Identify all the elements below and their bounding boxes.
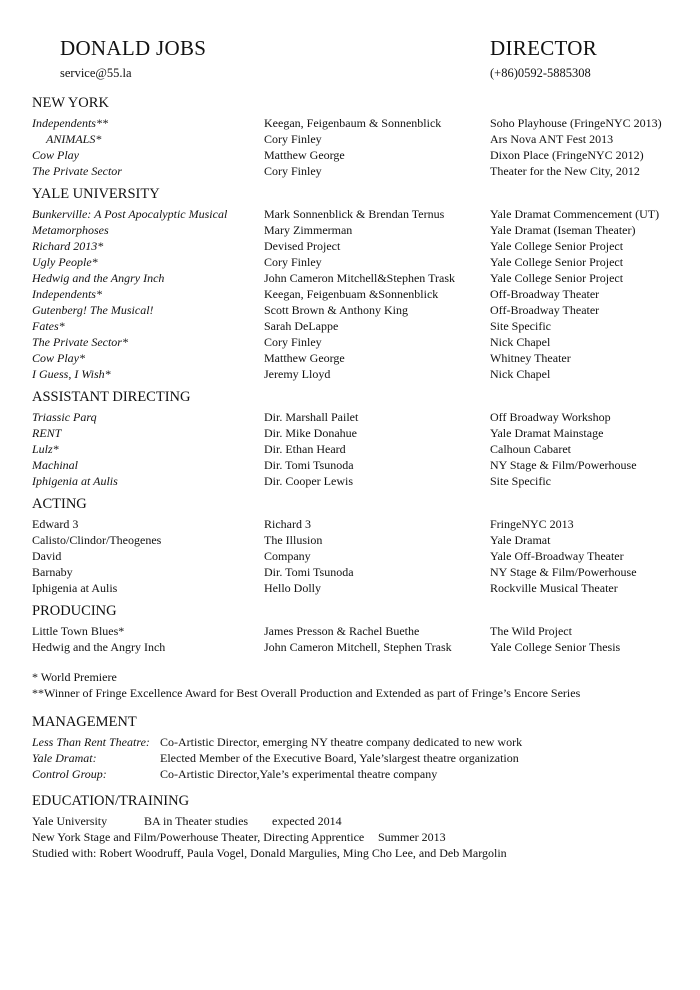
section-title-assistant-directing: ASSISTANT DIRECTING: [32, 389, 191, 405]
credit-sections: [32, 94, 682, 655]
credit-row: [32, 457, 682, 473]
credit-row: [32, 115, 682, 131]
credit-title: Triassic Parq: [32, 410, 97, 424]
section-title-education: EDUCATION/TRAINING: [32, 793, 190, 809]
credit-author: Keegan, Feigenbaum & Sonnenblick: [264, 116, 442, 130]
credit-author: Cory Finley: [264, 164, 322, 178]
credit-author: Richard 3: [264, 517, 311, 531]
credit-title: RENT: [32, 426, 62, 440]
credit-title: Little Town Blues*: [32, 624, 125, 638]
credit-row: [32, 516, 682, 532]
credit-venue: NY Stage & Film/Powerhouse: [490, 565, 637, 579]
credit-title: The Private Sector*: [32, 335, 128, 349]
credit-venue: Calhoun Cabaret: [490, 442, 571, 456]
credit-author: Cory Finley: [264, 132, 322, 146]
credit-title: Independents*: [32, 287, 102, 301]
management-org: Less Than Rent Theatre:: [32, 735, 150, 749]
education-date: expected 2014: [272, 814, 342, 828]
credit-author: The Illusion: [264, 533, 323, 547]
credit-venue: Dixon Place (FringeNYC 2012): [490, 148, 644, 162]
credit-row: [32, 147, 682, 163]
section-title-management: MANAGEMENT: [32, 714, 137, 730]
email-address[interactable]: service@55.la: [60, 66, 132, 80]
education-row: [32, 845, 682, 861]
credit-venue: NY Stage & Film/Powerhouse: [490, 458, 637, 472]
credit-row: [32, 623, 682, 639]
credit-row: [32, 131, 682, 147]
credit-venue: Yale College Senior Project: [490, 239, 624, 253]
credit-author: Dir. Ethan Heard: [264, 442, 346, 456]
section-title-acting: ACTING: [32, 496, 87, 512]
management-row: [32, 766, 682, 782]
credit-venue: Site Specific: [490, 319, 551, 333]
applicant-name: DONALD JOBS: [60, 36, 207, 60]
credit-row: [32, 318, 682, 334]
credit-title: Cow Play*: [32, 351, 85, 365]
credit-author: Dir. Tomi Tsunoda: [264, 565, 354, 579]
management-desc: Co-Artistic Director, emerging NY theatre company dedicated to new work: [160, 735, 523, 749]
credit-venue: Off-Broadway Theater: [490, 287, 600, 301]
credit-row: [32, 639, 682, 655]
credit-author: Jeremy Lloyd: [264, 367, 331, 381]
credit-row: [32, 334, 682, 350]
credit-author: Dir. Mike Donahue: [264, 426, 357, 440]
credit-title: Fates*: [32, 319, 65, 333]
education-row: [32, 813, 682, 829]
credit-venue: Yale Off-Broadway Theater: [490, 549, 624, 563]
education-degree: BA in Theater studies: [144, 814, 249, 828]
credit-title: ANIMALS*: [46, 132, 102, 146]
management-list: [32, 734, 682, 782]
credit-row: [32, 286, 682, 302]
credit-author: Cory Finley: [264, 335, 322, 349]
credit-venue: Site Specific: [490, 474, 551, 488]
credit-title: Independents**: [32, 116, 108, 130]
credit-row: [32, 270, 682, 286]
management-desc: Co-Artistic Director,Yale’s experimental theatre company: [160, 767, 438, 781]
credit-title: Hedwig and the Angry Inch: [32, 640, 166, 654]
credit-author: Devised Project: [264, 239, 341, 253]
credit-title: Lulz*: [32, 442, 59, 456]
credit-row: [32, 580, 682, 596]
footnote-world-premiere: * World Premiere: [32, 670, 117, 684]
credit-venue: Yale Dramat: [490, 533, 551, 547]
credit-venue: Yale College Senior Project: [490, 255, 624, 269]
management-row: [32, 750, 682, 766]
credit-venue: The Wild Project: [490, 624, 572, 638]
credit-author: James Presson & Rachel Buethe: [264, 624, 420, 638]
credit-venue: Ars Nova ANT Fest 2013: [490, 132, 614, 146]
credit-author: Keegan, Feigenbuam &Sonnenblick: [264, 287, 439, 301]
management-org: Yale Dramat:: [32, 751, 97, 765]
credit-row: [32, 441, 682, 457]
credit-venue: Yale Dramat (Iseman Theater): [490, 223, 636, 237]
credit-venue: Yale Dramat Mainstage: [490, 426, 604, 440]
credit-title: Iphigenia at Aulis: [32, 474, 118, 488]
credit-author: John Cameron Mitchell, Stephen Trask: [264, 640, 452, 654]
management-desc: Elected Member of the Executive Board, Yale’slargest theatre organization: [160, 751, 519, 765]
education-date: Summer 2013: [378, 830, 446, 844]
applicant-role: DIRECTOR: [490, 36, 598, 60]
credit-title: Ugly People*: [32, 255, 98, 269]
education-row: [32, 829, 682, 845]
credit-venue: Yale Dramat Commencement (UT): [490, 207, 660, 221]
education-school: Yale University: [32, 814, 108, 828]
credit-row: [32, 473, 682, 489]
credit-venue: Theater for the New City, 2012: [490, 164, 640, 178]
credit-row: [32, 409, 682, 425]
credit-title: Cow Play: [32, 148, 79, 162]
credit-venue: FringeNYC 2013: [490, 517, 574, 531]
footnotes: [32, 669, 682, 701]
credit-row: [32, 222, 682, 238]
credit-title: The Private Sector: [32, 164, 122, 178]
credit-venue: Nick Chapel: [490, 335, 551, 349]
education-list: [32, 813, 682, 861]
credit-row: [32, 366, 682, 382]
credit-title: Hedwig and the Angry Inch: [32, 271, 165, 285]
credit-row: [32, 548, 682, 564]
credit-author: Scott Brown & Anthony King: [264, 303, 409, 317]
credit-venue: Nick Chapel: [490, 367, 551, 381]
section-title-yale-university: YALE UNIVERSITY: [32, 186, 160, 202]
credit-author: Matthew George: [264, 148, 345, 162]
credit-author: Company: [264, 549, 311, 563]
credit-author: Mary Zimmerman: [264, 223, 353, 237]
section-title-new-york: NEW YORK: [32, 95, 109, 111]
credit-title: Metamorphoses: [32, 223, 109, 237]
credit-title: Edward 3: [32, 517, 79, 531]
management-row: [32, 734, 682, 750]
credit-title: David: [32, 549, 62, 563]
credit-author: Cory Finley: [264, 255, 322, 269]
credit-venue: Whitney Theater: [490, 351, 571, 365]
credit-title: I Guess, I Wish*: [32, 367, 111, 381]
resume-content: [32, 94, 682, 861]
credit-author: Matthew George: [264, 351, 345, 365]
management-org: Control Group:: [32, 767, 107, 781]
credit-venue: Soho Playhouse (FringeNYC 2013): [490, 116, 662, 130]
credit-author: Dir. Cooper Lewis: [264, 474, 353, 488]
education-teachers: Studied with: Robert Woodruff, Paula Vogel, Donald Margulies, Ming Cho Lee, and Deb Margolin: [32, 846, 507, 860]
credit-title: Machinal: [32, 458, 78, 472]
credit-row: [32, 532, 682, 548]
credit-venue: Yale College Senior Project: [490, 271, 624, 285]
credit-row: [32, 302, 682, 318]
credit-row: [32, 350, 682, 366]
credit-author: Sarah DeLappe: [264, 319, 339, 333]
credit-venue: Rockville Musical Theater: [490, 581, 618, 595]
education-program: New York Stage and Film/Powerhouse Theater, Directing Apprentice: [32, 830, 365, 844]
credit-title: Bunkerville: A Post Apocalyptic Musical: [32, 207, 228, 221]
credit-author: John Cameron Mitchell&Stephen Trask: [264, 271, 455, 285]
credit-title: Iphigenia at Aulis: [32, 581, 118, 595]
credit-row: [32, 163, 682, 179]
credit-row: [32, 254, 682, 270]
credit-author: Mark Sonnenblick & Brendan Ternus: [264, 207, 445, 221]
credit-venue: Off Broadway Workshop: [490, 410, 611, 424]
credit-title: Richard 2013*: [32, 239, 104, 253]
credit-author: Dir. Marshall Pailet: [264, 410, 359, 424]
footnote-fringe-award: **Winner of Fringe Excellence Award for Best Overall Production and Extended as part of Fringe’s Encore Series: [32, 686, 581, 700]
credit-title: Barnaby: [32, 565, 73, 579]
credit-venue: Yale College Senior Thesis: [490, 640, 621, 654]
section-title-producing: PRODUCING: [32, 603, 117, 619]
credit-row: [32, 564, 682, 580]
credit-author: Hello Dolly: [264, 581, 321, 595]
credit-venue: Off-Broadway Theater: [490, 303, 600, 317]
credit-row: [32, 425, 682, 441]
credit-row: [32, 206, 682, 222]
phone-number: (+86)0592-5885308: [490, 66, 591, 80]
credit-author: Dir. Tomi Tsunoda: [264, 458, 354, 472]
credit-title: Gutenberg! The Musical!: [32, 303, 154, 317]
credit-title: Calisto/Clindor/Theogenes: [32, 533, 162, 547]
credit-row: [32, 238, 682, 254]
